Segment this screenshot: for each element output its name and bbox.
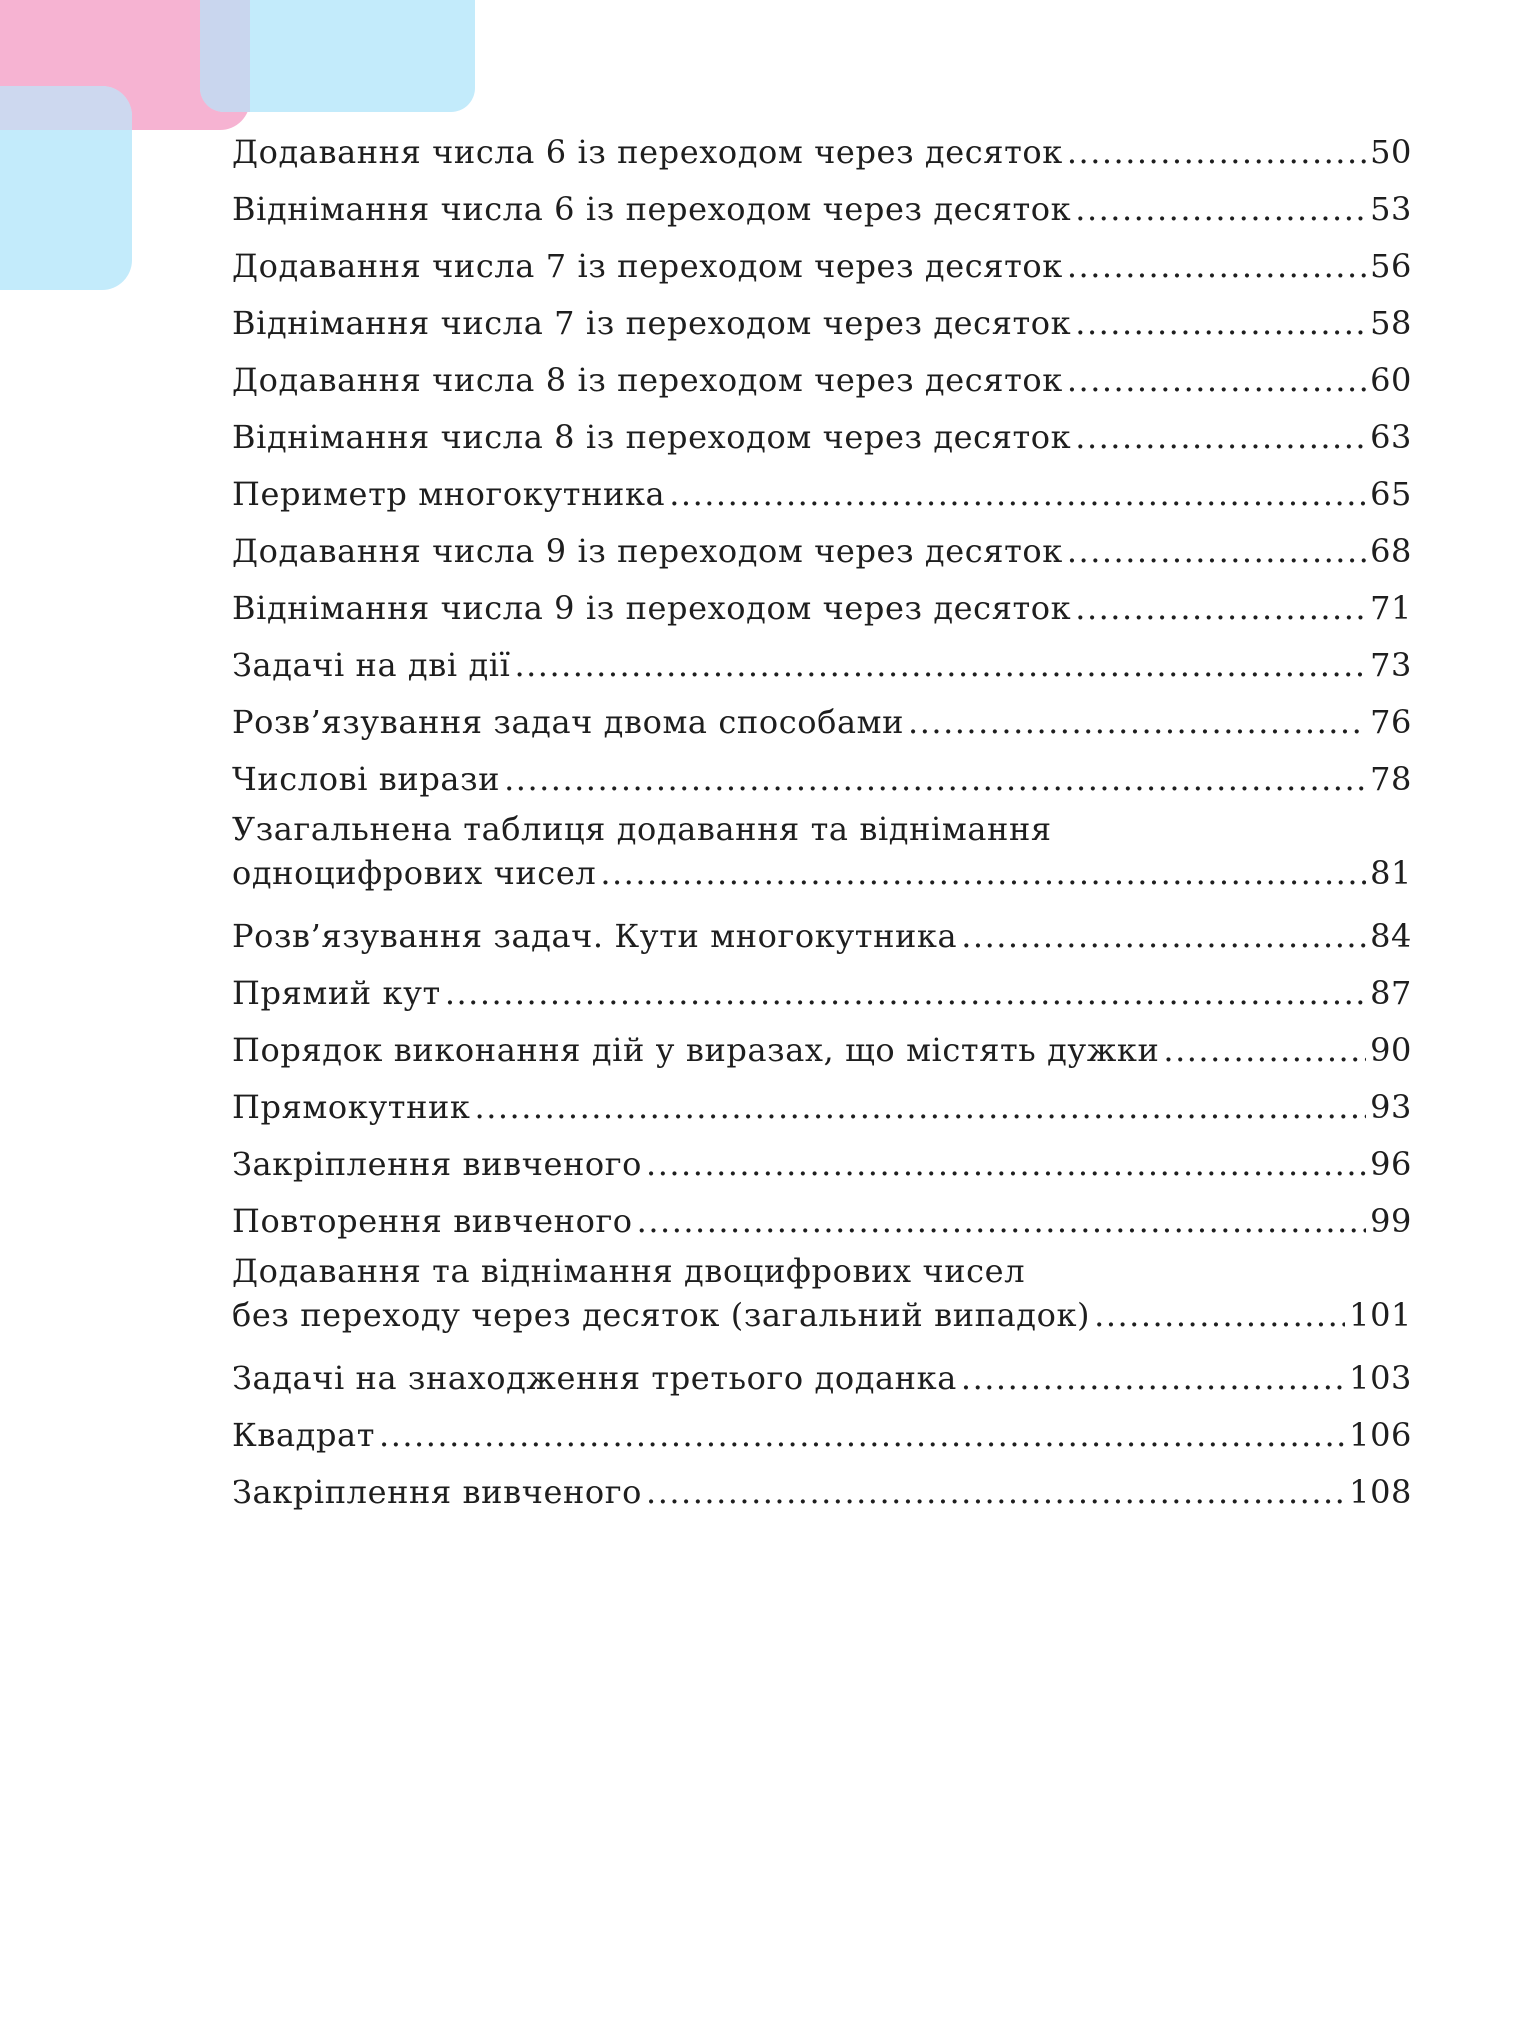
toc-entry-page: 53 [1370,190,1412,228]
toc-entry[interactable] [232,352,1412,409]
dot-leader [1075,295,1366,352]
toc-entry-title: Закріплення вивченого [232,1473,643,1511]
dot-leader [1067,124,1366,181]
toc-entry-title: без переходу через десяток (загальний випадок) [232,1296,1091,1334]
dot-leader [1163,1022,1366,1079]
toc-entry-page: 60 [1370,361,1412,399]
toc-entry-title: Повторення вивченого [232,1202,633,1240]
dot-leader [1067,523,1366,580]
dot-leader [514,637,1366,694]
toc-entry-title: Прямокутник [232,1088,471,1126]
dot-leader [961,1350,1345,1407]
toc-entry-title: Числові вирази [232,760,501,798]
dot-leader [669,466,1366,523]
toc-entry-title: Додавання числа 9 із переходом через десяток [232,532,1063,570]
corner-decoration-overlap [200,0,250,112]
dot-leader [1094,1293,1345,1337]
toc-entry[interactable] [232,965,1412,1022]
dot-leader [600,851,1366,895]
toc-entry-page: 101 [1349,1296,1412,1334]
toc-entry-title: Додавання числа 7 із переходом через десяток [232,247,1063,285]
toc-entry[interactable] [232,409,1412,466]
toc-entry-title: Задачі на дві дії [232,646,511,684]
toc-entry-title: Додавання числа 6 із переходом через десяток [232,133,1063,171]
dot-leader [1067,352,1366,409]
toc-entry-title-line1: Додавання та віднімання двоцифрових чисел [232,1252,1026,1290]
toc-entry-page: 68 [1370,532,1412,570]
corner-decoration-overlap-left [0,86,132,130]
toc-entry-title: Розв’язування задач. Кути многокутника [232,917,958,955]
toc-entry[interactable] [232,181,1412,238]
toc-entry-title: Розв’язування задач двома способами [232,703,905,741]
toc-entry[interactable] [232,1250,1412,1350]
toc-entry-page: 50 [1370,133,1412,171]
toc-entry-page: 81 [1370,854,1412,892]
toc-entry-title: Периметр многокутника [232,475,666,513]
toc-entry-page: 58 [1370,304,1412,342]
toc-entry-page: 96 [1370,1145,1412,1183]
toc-entry[interactable] [232,466,1412,523]
dot-leader [646,1464,1345,1521]
toc-entry[interactable] [232,637,1412,694]
dot-leader [1075,409,1366,466]
dot-leader [1067,238,1366,295]
toc-entry[interactable] [232,580,1412,637]
dot-leader [637,1193,1366,1250]
toc-entry-page: 78 [1370,760,1412,798]
dot-leader [445,965,1366,1022]
toc-entry[interactable] [232,1079,1412,1136]
toc-entry-title: Прямий кут [232,974,441,1012]
toc-entry-title: Порядок виконання дій у виразах, що містять дужки [232,1031,1160,1069]
toc-entry-page: 71 [1370,589,1412,627]
toc-entry[interactable] [232,124,1412,181]
toc-entry-page: 106 [1349,1416,1412,1454]
toc-entry-title: Віднімання числа 8 із переходом через десяток [232,418,1072,456]
toc-entry-title-line1: Узагальнена таблиця додавання та віднімання [232,810,1052,848]
toc-entry-title: Закріплення вивченого [232,1145,643,1183]
toc-entry[interactable] [232,238,1412,295]
toc-entry[interactable] [232,1193,1412,1250]
toc-entry[interactable] [232,1022,1412,1079]
dot-leader [961,908,1366,965]
toc-entry-title: Квадрат [232,1416,376,1454]
toc-entry-page: 103 [1349,1359,1412,1397]
toc-entry-page: 99 [1370,1202,1412,1240]
toc-entry-page: 108 [1349,1473,1412,1511]
toc-entry[interactable] [232,751,1412,808]
toc-entry-page: 84 [1370,917,1412,955]
toc-entry-page: 87 [1370,974,1412,1012]
dot-leader [475,1079,1367,1136]
toc-entry-title: Віднімання числа 9 із переходом через десяток [232,589,1072,627]
table-of-contents [232,124,1412,1521]
dot-leader [379,1407,1345,1464]
toc-entry-title: Задачі на знаходження третього доданка [232,1359,957,1397]
toc-entry-page: 93 [1370,1088,1412,1126]
toc-entry-title: Додавання числа 8 із переходом через десяток [232,361,1063,399]
toc-entry[interactable] [232,908,1412,965]
toc-entry-page: 56 [1370,247,1412,285]
toc-entry-title: одноцифрових чисел [232,854,597,892]
toc-entry[interactable] [232,694,1412,751]
toc-entry[interactable] [232,1464,1412,1521]
toc-entry[interactable] [232,808,1412,908]
toc-entry-title: Віднімання числа 7 із переходом через десяток [232,304,1072,342]
dot-leader [1075,580,1366,637]
toc-entry[interactable] [232,1350,1412,1407]
toc-entry[interactable] [232,1407,1412,1464]
toc-entry-title: Віднімання числа 6 із переходом через десяток [232,190,1072,228]
toc-entry[interactable] [232,1136,1412,1193]
toc-entry-page: 63 [1370,418,1412,456]
dot-leader [908,694,1366,751]
dot-leader [1075,181,1366,238]
toc-entry-page: 76 [1370,703,1412,741]
toc-entry[interactable] [232,295,1412,352]
dot-leader [646,1136,1366,1193]
toc-entry[interactable] [232,523,1412,580]
toc-entry-page: 65 [1370,475,1412,513]
toc-entry-page: 90 [1370,1031,1412,1069]
toc-entry-page: 73 [1370,646,1412,684]
dot-leader [504,751,1366,808]
